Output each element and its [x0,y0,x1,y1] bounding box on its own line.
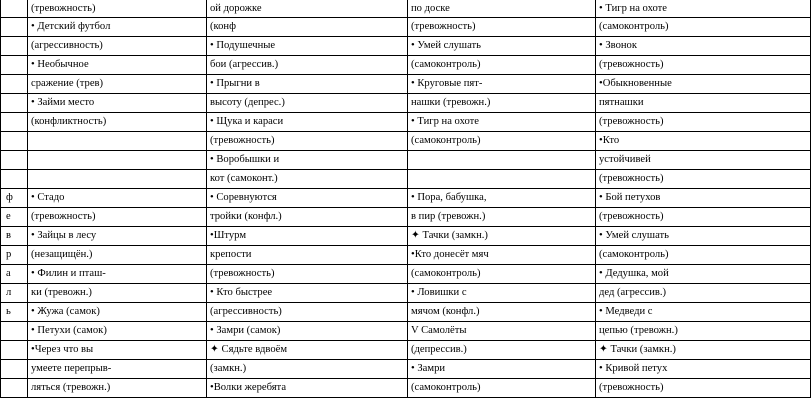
table-cell: пятнашки [596,94,811,113]
table-cell: • Жужа (самок) [28,303,207,322]
table-cell: • Круговые пят- [408,75,596,94]
table-cell: дед (агрессив.) [596,284,811,303]
month-letter-cell: е [1,208,28,227]
table-cell: цепью (тревожн.) [596,322,811,341]
table-cell [28,132,207,151]
table-cell: (замкн.) [207,360,408,379]
table-cell: • Медведи с [596,303,811,322]
table-cell: кот (самоконт.) [207,170,408,189]
month-letter-cell [1,0,28,18]
table-cell: • Необычное [28,56,207,75]
table-row [1,227,811,246]
table-cell: (тревожность) [28,208,207,227]
table-cell: • Займи место [28,94,207,113]
table-cell: •Обыкновенные [596,75,811,94]
table-cell: • Ловишки с [408,284,596,303]
table-row [1,151,811,170]
table-cell: (тревожность) [207,265,408,284]
table-cell: (тревожность) [408,18,596,37]
table-cell: •Штурм [207,227,408,246]
table-row [1,132,811,151]
table-cell: (агрессивность) [28,37,207,56]
month-letter-cell [1,113,28,132]
table-cell: ✦ Тачки (замкн.) [596,341,811,360]
table-cell: ки (тревожн.) [28,284,207,303]
table-cell: нашки (тревожн.) [408,94,596,113]
month-letter-cell [1,151,28,170]
table-cell: • Подушечные [207,37,408,56]
table-cell: в пир (тревожн.) [408,208,596,227]
table-row [1,37,811,56]
table-row [1,94,811,113]
table-cell: (самоконтроль) [408,265,596,284]
table-cell: • Бой петухов [596,189,811,208]
table-cell: • Воробышки и [207,151,408,170]
table-cell: (незащищён.) [28,246,207,265]
table-cell: V Самолёты [408,322,596,341]
table-cell: (тревожность) [207,132,408,151]
table-cell: бои (агрессив.) [207,56,408,75]
table-cell: (конф [207,18,408,37]
table-cell: по доске [408,0,596,18]
table-row [1,379,811,398]
table-cell [28,170,207,189]
month-letter-cell: в [1,227,28,246]
table-cell: (тревожность) [596,170,811,189]
month-letter-cell [1,379,28,398]
month-letter-cell [1,75,28,94]
table-row [1,75,811,94]
table-cell: • Дедушка, мой [596,265,811,284]
table-cell: тройки (конфл.) [207,208,408,227]
month-letter-cell [1,94,28,113]
table-row [1,246,811,265]
table-cell: • Филин и пташ- [28,265,207,284]
table-cell [408,151,596,170]
month-letter-cell [1,341,28,360]
table-cell: высоту (депрес.) [207,94,408,113]
table-cell: (тревожность) [596,379,811,398]
table-cell: устойчивей [596,151,811,170]
table-cell: • Пора, бабушка, [408,189,596,208]
table-cell: мячом (конфл.) [408,303,596,322]
table-row [1,360,811,379]
table-cell: • Стадо [28,189,207,208]
table-cell: (самоконтроль) [408,379,596,398]
month-letter-cell: ф [1,189,28,208]
table-row [1,265,811,284]
table-cell: (тревожность) [28,0,207,18]
table-cell [28,151,207,170]
table-cell: (самоконтроль) [596,18,811,37]
table-cell: • Звонок [596,37,811,56]
table-cell: • Тигр на охоте [596,0,811,18]
month-letter-cell [1,322,28,341]
table-cell: (агрессивность) [207,303,408,322]
table-row [1,113,811,132]
month-letter-cell: л [1,284,28,303]
table-cell: • Детский футбол [28,18,207,37]
table-cell: • Кривой петух [596,360,811,379]
table-row [1,0,811,18]
table-cell: • Замри [408,360,596,379]
table-cell: • Кто быстрее [207,284,408,303]
table-cell: ✦ Сядьте вдвоём [207,341,408,360]
table-cell: (тревожность) [596,113,811,132]
table-cell: (самоконтроль) [596,246,811,265]
table-cell: • Петухи (самок) [28,322,207,341]
table-row [1,322,811,341]
table-cell: •Через что вы [28,341,207,360]
table-cell: умеете перепрыв- [28,360,207,379]
table-row [1,56,811,75]
table-cell: • Зайцы в лесу [28,227,207,246]
table-row [1,341,811,360]
table-row [1,170,811,189]
month-letter-cell [1,360,28,379]
table-cell: •Кто донесёт мяч [408,246,596,265]
table-cell: (самоконтроль) [408,56,596,75]
table-row [1,189,811,208]
month-letter-cell [1,18,28,37]
table-row [1,303,811,322]
table-cell: • Умей слушать [596,227,811,246]
table-cell: (депрессив.) [408,341,596,360]
table-cell: ✦ Тачки (замкн.) [408,227,596,246]
table-cell: • Тигр на охоте [408,113,596,132]
table-cell: • Щука и караси [207,113,408,132]
table-cell [408,170,596,189]
table-cell: ляться (тревожн.) [28,379,207,398]
table-cell: • Соревнуются [207,189,408,208]
table-cell: крепости [207,246,408,265]
month-letter-cell [1,132,28,151]
month-letter-cell: а [1,265,28,284]
month-letter-cell: ь [1,303,28,322]
month-letter-cell: р [1,246,28,265]
table-cell: ой дорожке [207,0,408,18]
month-letter-cell [1,56,28,75]
table-row [1,284,811,303]
table-cell: •Кто [596,132,811,151]
table-cell: • Умей слушать [408,37,596,56]
table-cell: (тревожность) [596,56,811,75]
table-cell: сражение (трев) [28,75,207,94]
table-cell: • Замри (самок) [207,322,408,341]
month-letter-cell [1,37,28,56]
table-cell: (конфликтность) [28,113,207,132]
table-cell: (самоконтроль) [408,132,596,151]
table-cell: •Волки жеребята [207,379,408,398]
month-letter-cell [1,170,28,189]
table-cell: • Прыгни в [207,75,408,94]
table-row [1,18,811,37]
table-cell: (тревожность) [596,208,811,227]
table-row [1,208,811,227]
table-body [1,0,811,398]
